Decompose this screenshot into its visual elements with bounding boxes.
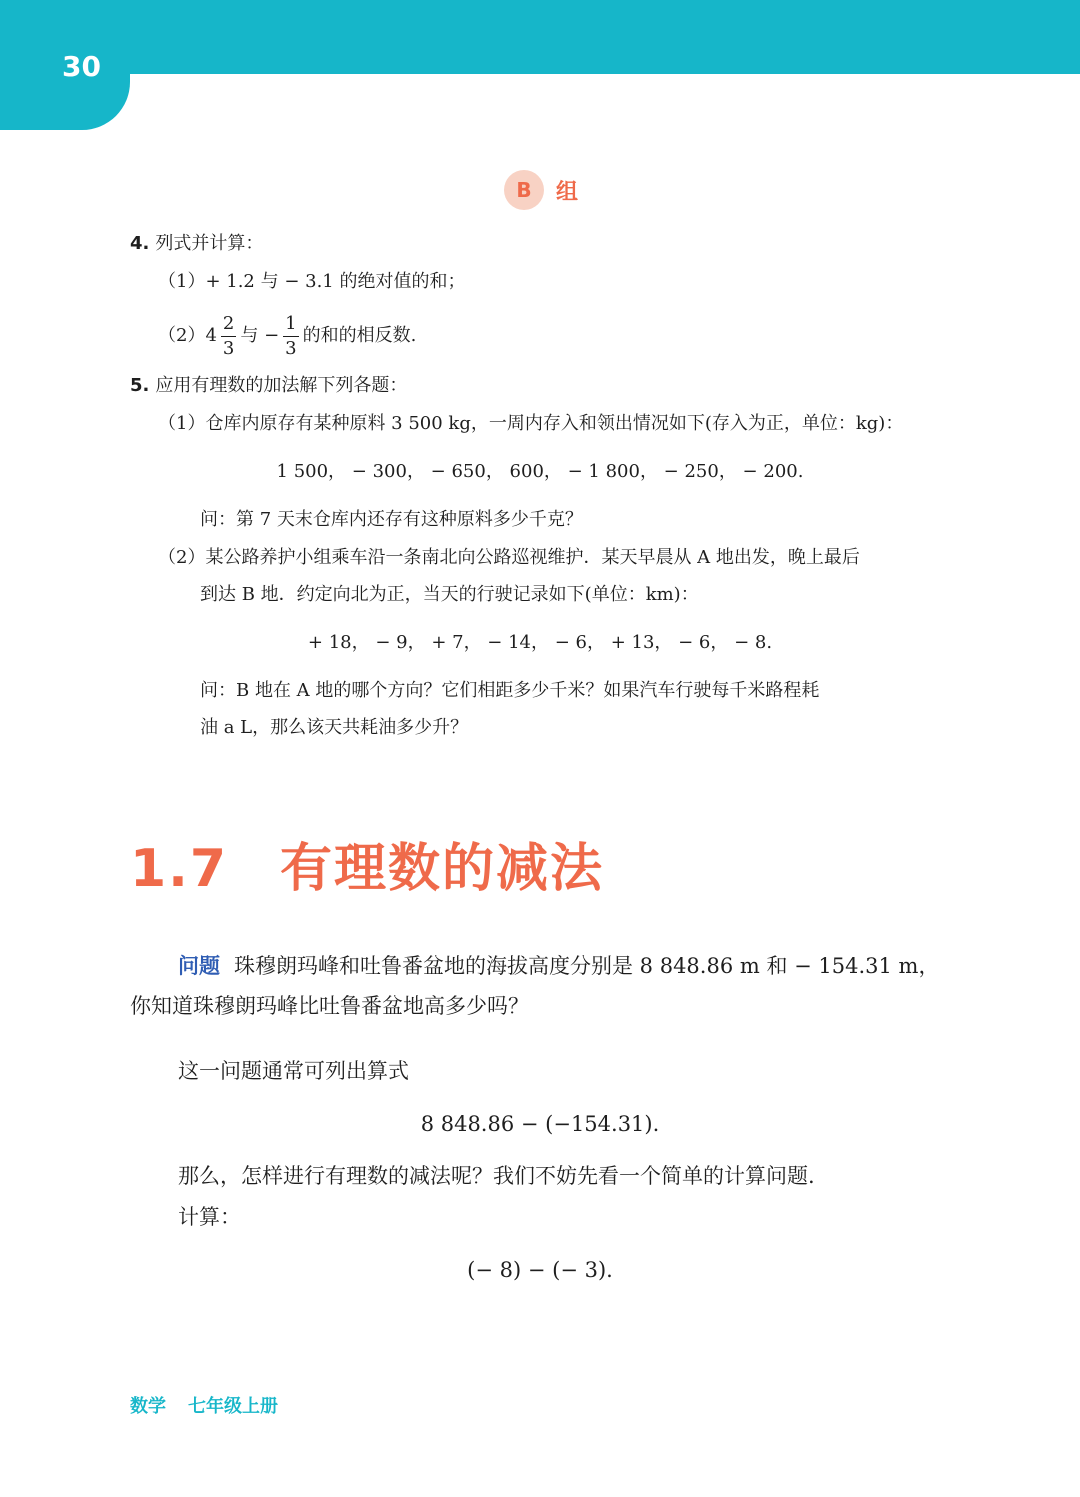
fraction-one-third: [283, 312, 298, 361]
question-4-part-1: （1）+ 1.2 与 − 3.1 的绝对值的和；: [158, 271, 466, 292]
footer: [130, 1392, 278, 1418]
question-5-part-1-question: 问：第 7 天末仓库内还存有这种原料多少千克？: [200, 509, 583, 530]
question-5-stem: [130, 374, 407, 398]
question-5-number: 5.: [130, 375, 150, 396]
group-title: [504, 170, 578, 210]
question-5-part-1: （1）仓库内原存有某种原料 3 500 kg，一周内存入和领出情况如下(存入为正，单位：kg)：: [158, 413, 904, 434]
group-label: 组: [556, 179, 579, 205]
question-5-part-2-question-2: 油 a L，那么该天共耗油多少升？: [200, 717, 469, 738]
fraction-denominator: 3: [285, 337, 297, 359]
formula-2: (− 8) − (− 3).: [467, 1258, 613, 1282]
section-number: 1.7: [130, 839, 229, 899]
footer-subject: 数学: [130, 1396, 166, 1417]
question-5-text: 应用有理数的加法解下列各题：: [155, 375, 408, 396]
fraction-denominator: 3: [222, 337, 235, 359]
question-5-part-2-question-1: 问：B 地在 A 地的哪个方向？它们相距多少千米？如果汽车行驶每千米路程耗: [200, 680, 820, 701]
warehouse-data: 1 500， − 300， − 650， 600， − 1 800， − 250， − 200.: [276, 461, 804, 482]
header-band: [0, 0, 1080, 74]
formula-1: 8 848.86 − (−154.31).: [420, 1112, 660, 1136]
fraction-two-thirds: [221, 312, 236, 361]
question-4-part-2: [158, 308, 416, 364]
question-4-part-2-suffix: 的和的相反数.: [302, 325, 417, 346]
problem-line-1: [178, 952, 939, 980]
driving-record-data: + 18， − 9， + 7， − 14， − 6， + 13， − 6， − 8.: [307, 632, 773, 653]
question-5-part-2-line-1: （2）某公路养护小组乘车沿一条南北向公路巡视维护．某天早晨从 A 地出发，晚上最后: [158, 547, 860, 568]
question-4-stem: [130, 232, 263, 256]
question-4-part-2-mid: 与 −: [240, 325, 280, 346]
group-badge: B: [504, 170, 544, 210]
fraction-numerator: 2: [221, 312, 236, 337]
question-4-text: 列式并计算：: [155, 233, 264, 254]
fraction-numerator: 1: [283, 312, 298, 337]
question-4-part-2-prefix: （2）4: [158, 325, 217, 346]
question-5-part-2-line-2: 到达 B 地．约定向北为正，当天的行驶记录如下(单位：km)：: [200, 584, 699, 605]
question-text: 那么，怎样进行有理数的减法呢？我们不妨先看一个简单的计算问题.: [178, 1164, 815, 1188]
question-4-number: 4.: [130, 233, 150, 254]
footer-grade: 七年级上册: [188, 1396, 278, 1417]
problem-text-1: 珠穆朗玛峰和吐鲁番盆地的海拔高度分别是 8 848.86 m 和 − 154.31 m，: [234, 954, 940, 978]
problem-line-2: 你知道珠穆朗玛峰比吐鲁番盆地高多少吗？: [130, 994, 529, 1018]
calc-label: 计算：: [178, 1205, 241, 1229]
page-number: 30: [62, 50, 101, 83]
section-heading: [130, 826, 604, 901]
intro-text: 这一问题通常可列出算式: [178, 1059, 409, 1083]
section-title: 有理数的减法: [280, 839, 605, 899]
problem-tag: 问题: [178, 954, 220, 978]
